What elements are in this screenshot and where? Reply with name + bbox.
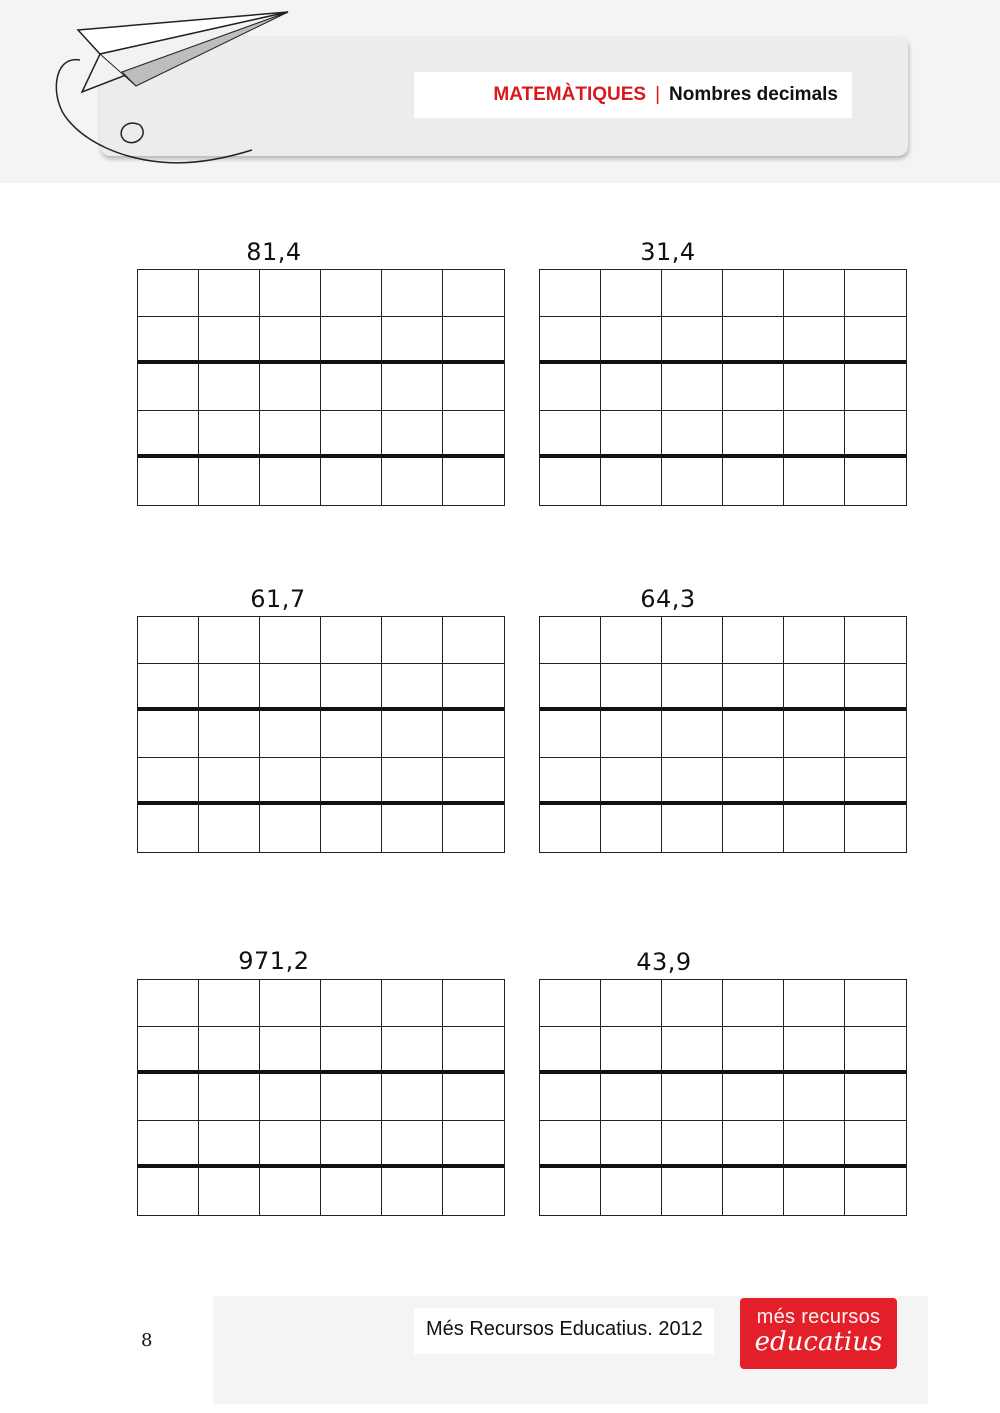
grid-cell <box>723 980 784 1027</box>
grid-cell <box>138 758 199 805</box>
grid-cell <box>845 1168 906 1215</box>
grid-cell <box>662 617 723 664</box>
answer-grid-1 <box>137 269 505 506</box>
grid-cell <box>723 1121 784 1168</box>
grid-cell <box>601 458 662 505</box>
grid-cell <box>723 1168 784 1215</box>
operand-a: 64,3 <box>640 585 696 613</box>
grid-cell <box>382 317 443 364</box>
grid-cell <box>382 411 443 458</box>
grid-cell <box>784 317 845 364</box>
grid-cell <box>138 805 199 852</box>
grid-cell <box>601 711 662 758</box>
grid-cell <box>382 364 443 411</box>
grid-cell <box>199 364 260 411</box>
grid-cell <box>199 1121 260 1168</box>
grid-cell <box>784 458 845 505</box>
grid-cell <box>784 805 845 852</box>
grid-cell <box>540 758 601 805</box>
grid-cell <box>784 758 845 805</box>
grid-cell <box>138 1121 199 1168</box>
grid-cell <box>662 805 723 852</box>
grid-cell <box>260 411 321 458</box>
publisher-logo <box>740 1298 897 1369</box>
grid-cell <box>601 364 662 411</box>
grid-cell <box>260 980 321 1027</box>
grid-cell <box>443 1168 504 1215</box>
grid-cell <box>845 805 906 852</box>
grid-cell <box>138 458 199 505</box>
grid-cell <box>723 458 784 505</box>
grid-cell <box>540 1168 601 1215</box>
grid-cell <box>321 411 382 458</box>
grid-cell <box>723 270 784 317</box>
grid-cell <box>540 664 601 711</box>
grid-cell <box>199 317 260 364</box>
grid-cell <box>138 411 199 458</box>
grid-cell <box>662 1074 723 1121</box>
paper-plane-illustration <box>40 0 310 175</box>
grid-cell <box>382 980 443 1027</box>
grid-cell <box>321 980 382 1027</box>
grid-cell <box>845 711 906 758</box>
grid-cell <box>321 317 382 364</box>
grid-cell <box>382 805 443 852</box>
answer-grid-3 <box>137 616 505 853</box>
subject-label: MATEMÀTIQUES <box>493 84 647 105</box>
grid-cell <box>443 711 504 758</box>
grid-cell <box>540 317 601 364</box>
grid-cell <box>260 1168 321 1215</box>
grid-cell <box>540 1074 601 1121</box>
grid-cell <box>784 980 845 1027</box>
grid-cell <box>845 664 906 711</box>
grid-cell <box>260 805 321 852</box>
grid-cell <box>260 270 321 317</box>
grid-cell <box>382 1168 443 1215</box>
grid-cell <box>199 1027 260 1074</box>
grid-cell <box>540 458 601 505</box>
grid-cell <box>199 617 260 664</box>
answer-grid-2 <box>539 269 907 506</box>
grid-cell <box>199 758 260 805</box>
grid-cell <box>260 1074 321 1121</box>
grid-cell <box>443 805 504 852</box>
grid-cell <box>784 1074 845 1121</box>
grid-cell <box>540 617 601 664</box>
grid-cell <box>540 980 601 1027</box>
grid-cell <box>260 617 321 664</box>
grid-cell <box>321 758 382 805</box>
grid-cell <box>845 458 906 505</box>
grid-cell <box>138 980 199 1027</box>
grid-cell <box>723 411 784 458</box>
grid-cell <box>382 758 443 805</box>
grid-cell <box>382 1074 443 1121</box>
grid-cell <box>845 1074 906 1121</box>
grid-cell <box>199 411 260 458</box>
grid-cell <box>662 364 723 411</box>
grid-cell <box>845 1121 906 1168</box>
grid-cell <box>845 1027 906 1074</box>
grid-cell <box>845 317 906 364</box>
grid-cell <box>138 664 199 711</box>
grid-cell <box>443 617 504 664</box>
grid-cell <box>138 1168 199 1215</box>
grid-cell <box>662 664 723 711</box>
grid-cell <box>260 664 321 711</box>
grid-cell <box>601 1074 662 1121</box>
grid-cell <box>662 1121 723 1168</box>
logo-line-2: educatius <box>754 1327 883 1357</box>
grid-cell <box>784 270 845 317</box>
grid-cell <box>382 1027 443 1074</box>
grid-cell <box>443 317 504 364</box>
operand-a: 81,4 <box>246 238 302 266</box>
grid-cell <box>321 664 382 711</box>
grid-cell <box>540 805 601 852</box>
grid-cell <box>662 411 723 458</box>
grid-cell <box>601 1168 662 1215</box>
grid-cell <box>845 411 906 458</box>
grid-cell <box>601 411 662 458</box>
grid-cell <box>138 617 199 664</box>
grid-cell <box>540 364 601 411</box>
grid-cell <box>784 1121 845 1168</box>
grid-cell <box>662 758 723 805</box>
grid-cell <box>723 664 784 711</box>
grid-cell <box>784 617 845 664</box>
grid-cell <box>784 1027 845 1074</box>
grid-cell <box>723 805 784 852</box>
grid-cell <box>260 458 321 505</box>
grid-cell <box>199 1168 260 1215</box>
grid-cell <box>260 1027 321 1074</box>
operand-a: 31,4 <box>640 238 696 266</box>
grid-cell <box>540 411 601 458</box>
grid-cell <box>784 664 845 711</box>
grid-cell <box>723 317 784 364</box>
answer-grid-6 <box>539 979 907 1216</box>
grid-cell <box>845 758 906 805</box>
grid-cell <box>199 1074 260 1121</box>
grid-cell <box>723 617 784 664</box>
grid-cell <box>260 317 321 364</box>
grid-cell <box>845 364 906 411</box>
grid-cell <box>321 711 382 758</box>
grid-cell <box>443 364 504 411</box>
grid-cell <box>443 980 504 1027</box>
grid-cell <box>723 1027 784 1074</box>
grid-cell <box>382 1121 443 1168</box>
grid-cell <box>199 664 260 711</box>
grid-cell <box>443 664 504 711</box>
page-number: 8 <box>141 1330 153 1351</box>
grid-cell <box>321 1168 382 1215</box>
grid-cell <box>199 458 260 505</box>
grid-cell <box>601 805 662 852</box>
logo-line-1: més recursos <box>756 1306 881 1328</box>
grid-cell <box>138 1027 199 1074</box>
grid-cell <box>601 980 662 1027</box>
grid-cell <box>443 1027 504 1074</box>
grid-cell <box>321 805 382 852</box>
grid-cell <box>540 1121 601 1168</box>
grid-cell <box>540 711 601 758</box>
grid-cell <box>321 270 382 317</box>
grid-cell <box>199 805 260 852</box>
grid-cell <box>601 758 662 805</box>
grid-cell <box>321 617 382 664</box>
grid-cell <box>443 1121 504 1168</box>
grid-cell <box>784 1168 845 1215</box>
grid-cell <box>382 270 443 317</box>
grid-cell <box>382 617 443 664</box>
grid-cell <box>662 270 723 317</box>
grid-cell <box>784 364 845 411</box>
footer-credit: Més Recursos Educatius. 2012 <box>426 1318 703 1340</box>
grid-cell <box>723 711 784 758</box>
grid-cell <box>382 711 443 758</box>
grid-cell <box>443 758 504 805</box>
grid-cell <box>138 317 199 364</box>
grid-cell <box>382 664 443 711</box>
grid-cell <box>723 364 784 411</box>
grid-cell <box>662 711 723 758</box>
grid-cell <box>321 1121 382 1168</box>
grid-cell <box>540 1027 601 1074</box>
grid-cell <box>199 270 260 317</box>
grid-cell <box>321 364 382 411</box>
header-title <box>414 72 852 118</box>
grid-cell <box>601 617 662 664</box>
title-separator: | <box>655 84 661 105</box>
grid-cell <box>723 1074 784 1121</box>
grid-cell <box>784 711 845 758</box>
grid-cell <box>199 980 260 1027</box>
grid-cell <box>138 1074 199 1121</box>
grid-cell <box>443 411 504 458</box>
grid-cell <box>138 364 199 411</box>
grid-cell <box>845 980 906 1027</box>
grid-cell <box>601 317 662 364</box>
grid-cell <box>845 617 906 664</box>
grid-cell <box>443 270 504 317</box>
grid-cell <box>260 758 321 805</box>
operand-a: 43,9 <box>636 948 692 976</box>
grid-cell <box>260 711 321 758</box>
grid-cell <box>723 758 784 805</box>
grid-cell <box>321 458 382 505</box>
grid-cell <box>382 458 443 505</box>
grid-cell <box>662 317 723 364</box>
grid-cell <box>601 1121 662 1168</box>
grid-cell <box>199 711 260 758</box>
grid-cell <box>784 411 845 458</box>
grid-cell <box>260 1121 321 1168</box>
answer-grid-5 <box>137 979 505 1216</box>
topic-label: Nombres decimals <box>669 84 838 105</box>
operand-a: 971,2 <box>238 947 310 975</box>
grid-cell <box>662 458 723 505</box>
grid-cell <box>443 1074 504 1121</box>
grid-cell <box>260 364 321 411</box>
grid-cell <box>321 1027 382 1074</box>
answer-grid-4 <box>539 616 907 853</box>
grid-cell <box>601 664 662 711</box>
grid-cell <box>662 980 723 1027</box>
operand-a: 61,7 <box>250 585 306 613</box>
grid-cell <box>662 1168 723 1215</box>
grid-cell <box>540 270 601 317</box>
grid-cell <box>845 270 906 317</box>
grid-cell <box>443 458 504 505</box>
grid-cell <box>138 270 199 317</box>
grid-cell <box>321 1074 382 1121</box>
grid-cell <box>138 711 199 758</box>
grid-cell <box>601 1027 662 1074</box>
grid-cell <box>662 1027 723 1074</box>
grid-cell <box>601 270 662 317</box>
